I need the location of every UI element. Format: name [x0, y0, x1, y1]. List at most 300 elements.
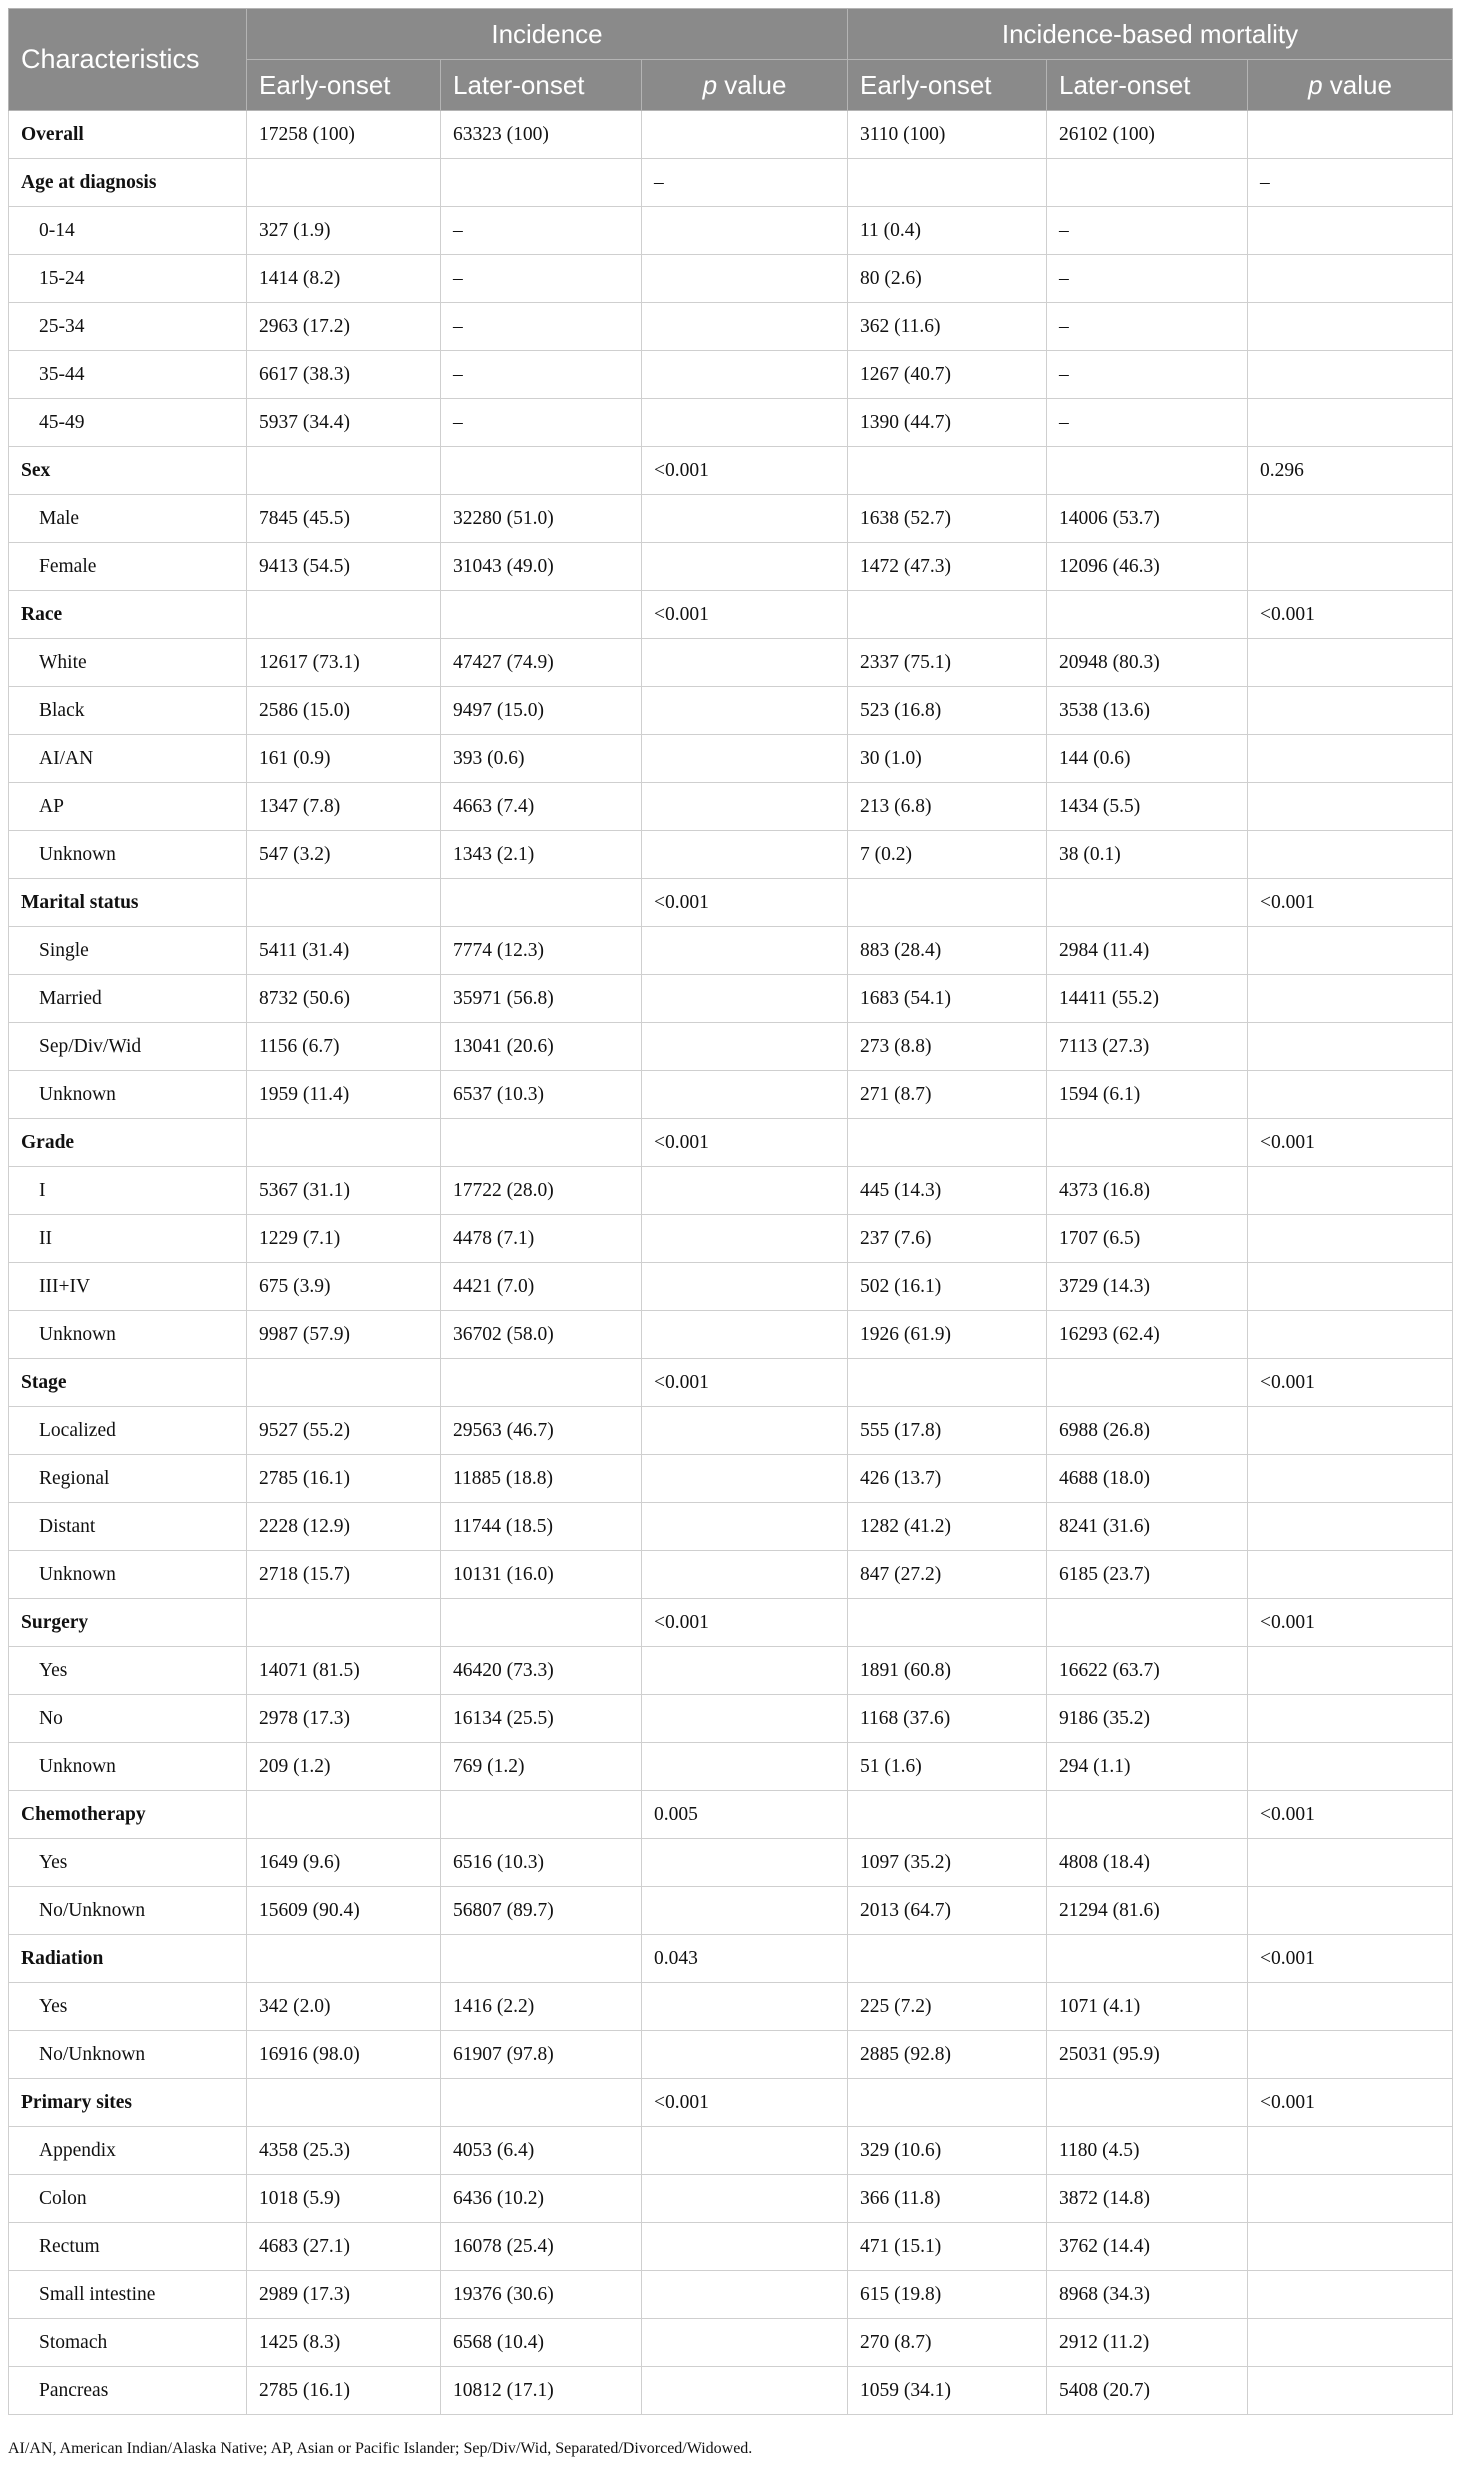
incidence-early-onset-cell: 2228 (12.9)	[247, 1503, 441, 1551]
mortality-early-onset-cell: 213 (6.8)	[848, 783, 1047, 831]
mortality-later-onset-cell: 5408 (20.7)	[1047, 2367, 1248, 2415]
mortality-early-onset-cell: 271 (8.7)	[848, 1071, 1047, 1119]
mortality-p-value-cell	[1248, 927, 1453, 975]
table-row	[9, 1551, 1453, 1599]
incidence-early-onset-cell: 14071 (81.5)	[247, 1647, 441, 1695]
mortality-later-onset-cell	[1047, 1599, 1248, 1647]
row-label-cell: Black	[9, 687, 247, 735]
incidence-p-value-cell: <0.001	[642, 1119, 848, 1167]
row-label-cell: AP	[9, 783, 247, 831]
incidence-p-value-cell	[642, 1215, 848, 1263]
incidence-later-onset-cell: –	[441, 255, 642, 303]
mortality-early-onset-cell: 847 (27.2)	[848, 1551, 1047, 1599]
mortality-early-onset-cell	[848, 1791, 1047, 1839]
incidence-later-onset-cell: 10131 (16.0)	[441, 1551, 642, 1599]
table-row	[9, 543, 1453, 591]
row-label-cell: Primary sites	[9, 2079, 247, 2127]
incidence-early-onset-cell: 2963 (17.2)	[247, 303, 441, 351]
mortality-p-value-cell	[1248, 255, 1453, 303]
row-label-cell: Male	[9, 495, 247, 543]
table-row	[9, 639, 1453, 687]
mortality-later-onset-cell: 25031 (95.9)	[1047, 2031, 1248, 2079]
incidence-early-onset-cell	[247, 1119, 441, 1167]
incidence-p-value-cell	[642, 255, 848, 303]
incidence-p-value-cell	[642, 783, 848, 831]
incidence-p-value-cell: <0.001	[642, 1359, 848, 1407]
category-row	[9, 1791, 1453, 1839]
incidence-early-onset-cell: 327 (1.9)	[247, 207, 441, 255]
table-row	[9, 399, 1453, 447]
row-label-cell: Married	[9, 975, 247, 1023]
header-inc-p-value	[642, 60, 848, 111]
table-row	[9, 1167, 1453, 1215]
table-body	[9, 111, 1453, 2415]
row-label-cell: No	[9, 1695, 247, 1743]
incidence-p-value-cell	[642, 2175, 848, 2223]
incidence-later-onset-cell: –	[441, 399, 642, 447]
mortality-p-value-cell	[1248, 2271, 1453, 2319]
mortality-p-value-cell	[1248, 975, 1453, 1023]
incidence-later-onset-cell	[441, 447, 642, 495]
incidence-later-onset-cell: 29563 (46.7)	[441, 1407, 642, 1455]
table-row	[9, 2271, 1453, 2319]
table-row	[9, 1887, 1453, 1935]
incidence-p-value-cell: 0.005	[642, 1791, 848, 1839]
table-row	[9, 735, 1453, 783]
mortality-p-value-cell	[1248, 2367, 1453, 2415]
mortality-early-onset-cell: 273 (8.8)	[848, 1023, 1047, 1071]
incidence-p-value-cell	[642, 975, 848, 1023]
mortality-p-value-cell: <0.001	[1248, 1359, 1453, 1407]
mortality-p-value-cell	[1248, 543, 1453, 591]
mortality-early-onset-cell: 11 (0.4)	[848, 207, 1047, 255]
incidence-p-value-cell	[642, 687, 848, 735]
incidence-later-onset-cell: 1343 (2.1)	[441, 831, 642, 879]
incidence-p-value-cell	[642, 639, 848, 687]
row-label-cell: 15-24	[9, 255, 247, 303]
mortality-early-onset-cell: 237 (7.6)	[848, 1215, 1047, 1263]
mortality-p-value-cell	[1248, 687, 1453, 735]
row-label-cell: Yes	[9, 1983, 247, 2031]
mortality-p-value-cell	[1248, 1023, 1453, 1071]
mortality-early-onset-cell: 3110 (100)	[848, 111, 1047, 159]
row-label-cell: 35-44	[9, 351, 247, 399]
mortality-later-onset-cell: 8241 (31.6)	[1047, 1503, 1248, 1551]
category-row	[9, 159, 1453, 207]
mortality-later-onset-cell: 1707 (6.5)	[1047, 1215, 1248, 1263]
mortality-early-onset-cell: 471 (15.1)	[848, 2223, 1047, 2271]
incidence-p-value-cell	[642, 735, 848, 783]
incidence-p-value-cell	[642, 2367, 848, 2415]
category-row	[9, 591, 1453, 639]
mortality-p-value-cell	[1248, 2175, 1453, 2223]
mortality-later-onset-cell	[1047, 1935, 1248, 1983]
mortality-p-value-cell	[1248, 2223, 1453, 2271]
incidence-early-onset-cell: 5367 (31.1)	[247, 1167, 441, 1215]
row-label-cell: Stomach	[9, 2319, 247, 2367]
mortality-p-value-cell	[1248, 1839, 1453, 1887]
table-row	[9, 2175, 1453, 2223]
table-row	[9, 351, 1453, 399]
mortality-later-onset-cell: 38 (0.1)	[1047, 831, 1248, 879]
incidence-later-onset-cell: –	[441, 303, 642, 351]
table-row	[9, 2367, 1453, 2415]
row-label-cell: 0-14	[9, 207, 247, 255]
mortality-p-value-cell	[1248, 1167, 1453, 1215]
incidence-later-onset-cell	[441, 2079, 642, 2127]
value-word: value	[1329, 69, 1392, 100]
row-label-cell: Chemotherapy	[9, 1791, 247, 1839]
row-label-cell: Unknown	[9, 1743, 247, 1791]
table-row	[9, 783, 1453, 831]
header-incidence: Incidence	[247, 9, 848, 60]
mortality-later-onset-cell: 21294 (81.6)	[1047, 1887, 1248, 1935]
incidence-later-onset-cell: 56807 (89.7)	[441, 1887, 642, 1935]
table-row	[9, 495, 1453, 543]
incidence-later-onset-cell: 7774 (12.3)	[441, 927, 642, 975]
incidence-p-value-cell	[642, 207, 848, 255]
mortality-early-onset-cell: 329 (10.6)	[848, 2127, 1047, 2175]
row-label-cell: Small intestine	[9, 2271, 247, 2319]
incidence-early-onset-cell: 12617 (73.1)	[247, 639, 441, 687]
mortality-later-onset-cell	[1047, 1791, 1248, 1839]
incidence-early-onset-cell: 4683 (27.1)	[247, 2223, 441, 2271]
incidence-early-onset-cell: 9527 (55.2)	[247, 1407, 441, 1455]
mortality-later-onset-cell: 4808 (18.4)	[1047, 1839, 1248, 1887]
incidence-later-onset-cell: 19376 (30.6)	[441, 2271, 642, 2319]
category-row	[9, 1599, 1453, 1647]
mortality-later-onset-cell	[1047, 1359, 1248, 1407]
row-label-cell: Unknown	[9, 1551, 247, 1599]
incidence-p-value-cell	[642, 927, 848, 975]
mortality-later-onset-cell: 14411 (55.2)	[1047, 975, 1248, 1023]
mortality-later-onset-cell: 3872 (14.8)	[1047, 2175, 1248, 2223]
incidence-later-onset-cell	[441, 1935, 642, 1983]
incidence-early-onset-cell: 547 (3.2)	[247, 831, 441, 879]
header-mort-later-onset: Later-onset	[1047, 60, 1248, 111]
incidence-early-onset-cell	[247, 2079, 441, 2127]
incidence-early-onset-cell: 7845 (45.5)	[247, 495, 441, 543]
incidence-early-onset-cell: 2989 (17.3)	[247, 2271, 441, 2319]
incidence-early-onset-cell: 6617 (38.3)	[247, 351, 441, 399]
table-row	[9, 1647, 1453, 1695]
mortality-later-onset-cell: –	[1047, 207, 1248, 255]
header-mort-early-onset: Early-onset	[848, 60, 1047, 111]
table-header	[9, 9, 1453, 111]
category-row	[9, 2079, 1453, 2127]
mortality-early-onset-cell: 30 (1.0)	[848, 735, 1047, 783]
incidence-early-onset-cell: 2978 (17.3)	[247, 1695, 441, 1743]
table-row	[9, 1311, 1453, 1359]
mortality-early-onset-cell: 1683 (54.1)	[848, 975, 1047, 1023]
mortality-later-onset-cell: 3762 (14.4)	[1047, 2223, 1248, 2271]
incidence-p-value-cell	[642, 1167, 848, 1215]
incidence-early-onset-cell: 2785 (16.1)	[247, 1455, 441, 1503]
incidence-later-onset-cell	[441, 1119, 642, 1167]
incidence-later-onset-cell	[441, 591, 642, 639]
row-label-cell: Yes	[9, 1839, 247, 1887]
incidence-p-value-cell	[642, 1311, 848, 1359]
incidence-later-onset-cell: 46420 (73.3)	[441, 1647, 642, 1695]
incidence-later-onset-cell: 6568 (10.4)	[441, 2319, 642, 2367]
incidence-early-onset-cell: 209 (1.2)	[247, 1743, 441, 1791]
header-row-top	[9, 9, 1453, 60]
incidence-p-value-cell	[642, 351, 848, 399]
incidence-early-onset-cell: 1414 (8.2)	[247, 255, 441, 303]
incidence-p-value-cell: –	[642, 159, 848, 207]
mortality-p-value-cell	[1248, 1695, 1453, 1743]
mortality-early-onset-cell: 1472 (47.3)	[848, 543, 1047, 591]
mortality-p-value-cell	[1248, 1647, 1453, 1695]
row-label-cell: AI/AN	[9, 735, 247, 783]
mortality-p-value-cell: <0.001	[1248, 879, 1453, 927]
incidence-later-onset-cell	[441, 879, 642, 927]
mortality-early-onset-cell: 555 (17.8)	[848, 1407, 1047, 1455]
mortality-p-value-cell	[1248, 399, 1453, 447]
table-row	[9, 1263, 1453, 1311]
incidence-early-onset-cell	[247, 1599, 441, 1647]
table-footnote: AI/AN, American Indian/Alaska Native; AP, Asian or Pacific Islander; Sep/Div/Wid, Separated/Divorced/Widowed.	[8, 2440, 753, 2457]
incidence-early-onset-cell: 1425 (8.3)	[247, 2319, 441, 2367]
mortality-early-onset-cell	[848, 879, 1047, 927]
mortality-early-onset-cell: 80 (2.6)	[848, 255, 1047, 303]
mortality-p-value-cell	[1248, 1215, 1453, 1263]
incidence-early-onset-cell	[247, 1359, 441, 1407]
incidence-early-onset-cell: 15609 (90.4)	[247, 1887, 441, 1935]
incidence-p-value-cell: <0.001	[642, 591, 848, 639]
incidence-later-onset-cell: 11744 (18.5)	[441, 1503, 642, 1551]
incidence-later-onset-cell: 6516 (10.3)	[441, 1839, 642, 1887]
mortality-p-value-cell: –	[1248, 159, 1453, 207]
incidence-early-onset-cell	[247, 159, 441, 207]
row-label-cell: Pancreas	[9, 2367, 247, 2415]
mortality-early-onset-cell: 1097 (35.2)	[848, 1839, 1047, 1887]
mortality-later-onset-cell: 16293 (62.4)	[1047, 1311, 1248, 1359]
row-label-cell: Stage	[9, 1359, 247, 1407]
mortality-p-value-cell	[1248, 1551, 1453, 1599]
mortality-early-onset-cell: 883 (28.4)	[848, 927, 1047, 975]
table-container	[8, 8, 1452, 2415]
table-row	[9, 831, 1453, 879]
row-label-cell: 45-49	[9, 399, 247, 447]
incidence-p-value-cell	[642, 1455, 848, 1503]
mortality-p-value-cell	[1248, 1503, 1453, 1551]
incidence-later-onset-cell: –	[441, 207, 642, 255]
table-row	[9, 1839, 1453, 1887]
incidence-p-value-cell: 0.043	[642, 1935, 848, 1983]
mortality-early-onset-cell: 51 (1.6)	[848, 1743, 1047, 1791]
incidence-early-onset-cell: 2586 (15.0)	[247, 687, 441, 735]
row-label-cell: Localized	[9, 1407, 247, 1455]
mortality-early-onset-cell: 1168 (37.6)	[848, 1695, 1047, 1743]
incidence-p-value-cell	[642, 1407, 848, 1455]
incidence-later-onset-cell: 31043 (49.0)	[441, 543, 642, 591]
incidence-early-onset-cell: 1229 (7.1)	[247, 1215, 441, 1263]
row-label-cell: Distant	[9, 1503, 247, 1551]
mortality-later-onset-cell: 12096 (46.3)	[1047, 543, 1248, 591]
mortality-p-value-cell: <0.001	[1248, 1791, 1453, 1839]
incidence-early-onset-cell: 5937 (34.4)	[247, 399, 441, 447]
incidence-early-onset-cell: 9987 (57.9)	[247, 1311, 441, 1359]
row-label-cell: Marital status	[9, 879, 247, 927]
header-mort-p-value	[1248, 60, 1453, 111]
table-row	[9, 1071, 1453, 1119]
incidence-later-onset-cell: 16134 (25.5)	[441, 1695, 642, 1743]
row-label-cell: Single	[9, 927, 247, 975]
table-row	[9, 303, 1453, 351]
mortality-later-onset-cell: 1594 (6.1)	[1047, 1071, 1248, 1119]
category-row	[9, 1119, 1453, 1167]
incidence-p-value-cell	[642, 303, 848, 351]
incidence-later-onset-cell	[441, 1599, 642, 1647]
mortality-p-value-cell	[1248, 1071, 1453, 1119]
mortality-later-onset-cell: 2912 (11.2)	[1047, 2319, 1248, 2367]
table-row	[9, 207, 1453, 255]
incidence-later-onset-cell: –	[441, 351, 642, 399]
incidence-later-onset-cell	[441, 159, 642, 207]
mortality-early-onset-cell	[848, 591, 1047, 639]
incidence-early-onset-cell	[247, 879, 441, 927]
mortality-early-onset-cell: 366 (11.8)	[848, 2175, 1047, 2223]
mortality-early-onset-cell	[848, 159, 1047, 207]
incidence-later-onset-cell: 47427 (74.9)	[441, 639, 642, 687]
mortality-later-onset-cell: 7113 (27.3)	[1047, 1023, 1248, 1071]
incidence-p-value-cell	[642, 1023, 848, 1071]
mortality-later-onset-cell	[1047, 2079, 1248, 2127]
mortality-later-onset-cell: 16622 (63.7)	[1047, 1647, 1248, 1695]
row-label-cell: Sex	[9, 447, 247, 495]
incidence-early-onset-cell: 2718 (15.7)	[247, 1551, 441, 1599]
mortality-early-onset-cell	[848, 2079, 1047, 2127]
mortality-p-value-cell	[1248, 351, 1453, 399]
mortality-later-onset-cell	[1047, 1119, 1248, 1167]
mortality-later-onset-cell: –	[1047, 303, 1248, 351]
mortality-later-onset-cell: 1180 (4.5)	[1047, 2127, 1248, 2175]
incidence-early-onset-cell: 17258 (100)	[247, 111, 441, 159]
mortality-early-onset-cell	[848, 1599, 1047, 1647]
row-label-cell: Grade	[9, 1119, 247, 1167]
mortality-early-onset-cell: 2885 (92.8)	[848, 2031, 1047, 2079]
value-word: value	[724, 69, 787, 100]
table-row	[9, 1023, 1453, 1071]
mortality-p-value-cell: <0.001	[1248, 2079, 1453, 2127]
incidence-later-onset-cell: 393 (0.6)	[441, 735, 642, 783]
mortality-later-onset-cell	[1047, 159, 1248, 207]
incidence-p-value-cell	[642, 2031, 848, 2079]
mortality-p-value-cell	[1248, 783, 1453, 831]
mortality-p-value-cell	[1248, 207, 1453, 255]
header-characteristics: Characteristics	[9, 9, 247, 111]
incidence-early-onset-cell: 16916 (98.0)	[247, 2031, 441, 2079]
mortality-early-onset-cell	[848, 447, 1047, 495]
mortality-early-onset-cell: 1891 (60.8)	[848, 1647, 1047, 1695]
row-label-cell: I	[9, 1167, 247, 1215]
p-letter: p	[1308, 69, 1323, 100]
mortality-p-value-cell	[1248, 1407, 1453, 1455]
incidence-p-value-cell: <0.001	[642, 2079, 848, 2127]
incidence-later-onset-cell: 10812 (17.1)	[441, 2367, 642, 2415]
incidence-p-value-cell	[642, 831, 848, 879]
mortality-later-onset-cell: 9186 (35.2)	[1047, 1695, 1248, 1743]
incidence-early-onset-cell: 1959 (11.4)	[247, 1071, 441, 1119]
incidence-early-onset-cell	[247, 447, 441, 495]
table-row	[9, 1455, 1453, 1503]
mortality-early-onset-cell: 7 (0.2)	[848, 831, 1047, 879]
incidence-early-onset-cell: 2785 (16.1)	[247, 2367, 441, 2415]
mortality-later-onset-cell: –	[1047, 351, 1248, 399]
incidence-p-value-cell	[642, 2223, 848, 2271]
mortality-p-value-cell	[1248, 1743, 1453, 1791]
table-row	[9, 1983, 1453, 2031]
mortality-p-value-cell: 0.296	[1248, 447, 1453, 495]
mortality-later-onset-cell: 6185 (23.7)	[1047, 1551, 1248, 1599]
mortality-later-onset-cell: 1434 (5.5)	[1047, 783, 1248, 831]
row-label-cell: Sep/Div/Wid	[9, 1023, 247, 1071]
mortality-later-onset-cell: 6988 (26.8)	[1047, 1407, 1248, 1455]
incidence-later-onset-cell: 1416 (2.2)	[441, 1983, 642, 2031]
header-inc-later-onset: Later-onset	[441, 60, 642, 111]
mortality-later-onset-cell	[1047, 447, 1248, 495]
table-row	[9, 975, 1453, 1023]
incidence-p-value-cell	[642, 1071, 848, 1119]
header-mortality: Incidence-based mortality	[848, 9, 1453, 60]
incidence-later-onset-cell: 11885 (18.8)	[441, 1455, 642, 1503]
row-label-cell: No/Unknown	[9, 1887, 247, 1935]
incidence-later-onset-cell	[441, 1359, 642, 1407]
mortality-early-onset-cell: 502 (16.1)	[848, 1263, 1047, 1311]
table-row	[9, 927, 1453, 975]
row-label-cell: Radiation	[9, 1935, 247, 1983]
incidence-later-onset-cell: 4663 (7.4)	[441, 783, 642, 831]
mortality-p-value-cell	[1248, 1983, 1453, 2031]
incidence-p-value-cell	[642, 399, 848, 447]
mortality-early-onset-cell: 426 (13.7)	[848, 1455, 1047, 1503]
mortality-p-value-cell	[1248, 2031, 1453, 2079]
mortality-early-onset-cell	[848, 1359, 1047, 1407]
table-row	[9, 687, 1453, 735]
mortality-early-onset-cell: 2013 (64.7)	[848, 1887, 1047, 1935]
table-row	[9, 2127, 1453, 2175]
mortality-later-onset-cell: –	[1047, 399, 1248, 447]
incidence-later-onset-cell: 6537 (10.3)	[441, 1071, 642, 1119]
incidence-later-onset-cell: 32280 (51.0)	[441, 495, 642, 543]
incidence-p-value-cell	[642, 1503, 848, 1551]
row-label-cell: Yes	[9, 1647, 247, 1695]
category-row	[9, 111, 1453, 159]
incidence-early-onset-cell: 1018 (5.9)	[247, 2175, 441, 2223]
incidence-early-onset-cell: 1347 (7.8)	[247, 783, 441, 831]
mortality-p-value-cell	[1248, 495, 1453, 543]
mortality-later-onset-cell: 20948 (80.3)	[1047, 639, 1248, 687]
incidence-later-onset-cell	[441, 1791, 642, 1839]
mortality-later-onset-cell	[1047, 591, 1248, 639]
incidence-later-onset-cell: 13041 (20.6)	[441, 1023, 642, 1071]
mortality-later-onset-cell: 4373 (16.8)	[1047, 1167, 1248, 1215]
mortality-later-onset-cell: 294 (1.1)	[1047, 1743, 1248, 1791]
mortality-later-onset-cell: 1071 (4.1)	[1047, 1983, 1248, 2031]
incidence-later-onset-cell: 61907 (97.8)	[441, 2031, 642, 2079]
incidence-p-value-cell: <0.001	[642, 879, 848, 927]
incidence-p-value-cell	[642, 2319, 848, 2367]
mortality-p-value-cell: <0.001	[1248, 1935, 1453, 1983]
table-row	[9, 1695, 1453, 1743]
row-label-cell: Rectum	[9, 2223, 247, 2271]
mortality-early-onset-cell: 1390 (44.7)	[848, 399, 1047, 447]
row-label-cell: Surgery	[9, 1599, 247, 1647]
mortality-early-onset-cell: 1059 (34.1)	[848, 2367, 1047, 2415]
category-row	[9, 879, 1453, 927]
mortality-early-onset-cell: 1282 (41.2)	[848, 1503, 1047, 1551]
